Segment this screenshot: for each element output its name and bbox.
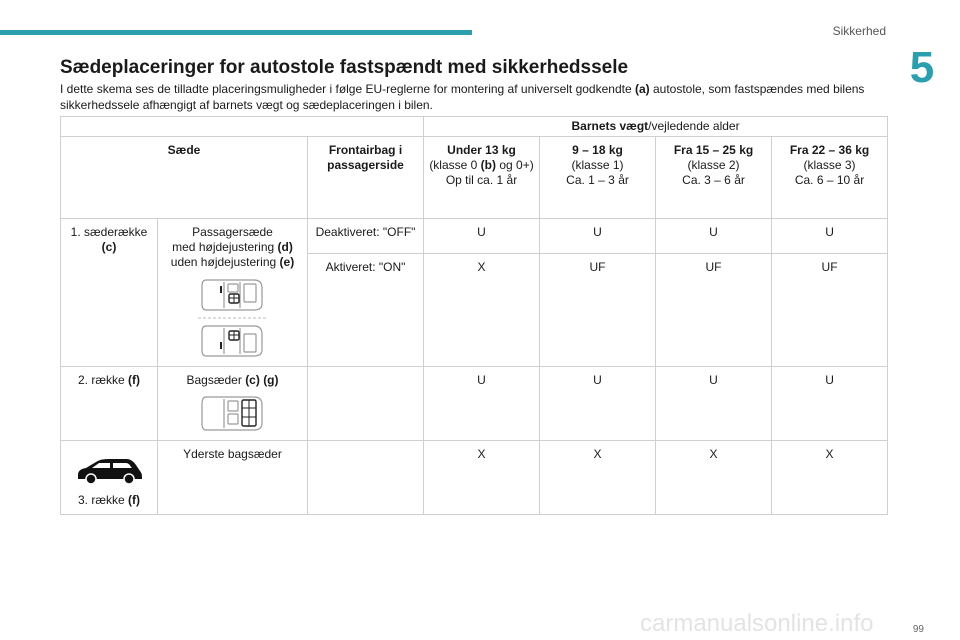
class-2-age: Ca. 3 – 6 år bbox=[682, 173, 745, 187]
row3-label: 3. række bbox=[77, 493, 128, 507]
row-label-second bbox=[61, 367, 158, 441]
row2-class-2: U bbox=[656, 367, 772, 441]
row3-class-1: X bbox=[540, 441, 656, 515]
col-header-class-2 bbox=[656, 137, 772, 219]
intro-text-1: I dette skema ses de tilladte placeringsmuligheder i følge EU-reglerne for montering af universelt godkendte bbox=[60, 82, 635, 96]
chapter-number: 5 bbox=[909, 43, 935, 92]
row2-seat-ref: (c) (g) bbox=[245, 373, 279, 387]
row2-label-ref: (f) bbox=[128, 373, 140, 387]
airbag-off-cell: Deaktiveret: "OFF" bbox=[308, 219, 424, 254]
row2-class-0: U bbox=[424, 367, 540, 441]
row3-airbag-empty bbox=[308, 441, 424, 515]
class-2-weight: Fra 15 – 25 kg bbox=[673, 143, 754, 157]
seat-cell-outer-rear: Yderste bagsæder bbox=[158, 441, 308, 515]
row3-class-2: X bbox=[656, 441, 772, 515]
section-name: Sikkerhed bbox=[832, 24, 886, 38]
row1-label-ref: (c) bbox=[101, 240, 117, 254]
seat-cell-passenger bbox=[158, 219, 308, 367]
row1-seat-line1: Passagersæde bbox=[192, 225, 273, 239]
row-label-front bbox=[61, 219, 158, 367]
class-0-ref: (b) bbox=[480, 158, 496, 172]
group-header-bold: Barnets vægt bbox=[571, 119, 649, 133]
front-passenger-seat-diagram-icon bbox=[198, 276, 268, 360]
row2-airbag-empty bbox=[308, 367, 424, 441]
row1-on-class-3: UF bbox=[772, 254, 888, 367]
col-header-seat: Sæde bbox=[61, 137, 308, 219]
airbag-on-cell: Aktiveret: "ON" bbox=[308, 254, 424, 367]
header-empty-cell bbox=[61, 117, 424, 137]
row3-label-ref: (f) bbox=[128, 493, 140, 507]
table-row-second bbox=[61, 367, 888, 441]
watermark: carmanualsonline.info bbox=[640, 610, 874, 637]
rear-seat-diagram-icon bbox=[198, 394, 268, 434]
seat-placement-table bbox=[60, 116, 888, 515]
row3-class-3: X bbox=[772, 441, 888, 515]
table-header-row bbox=[61, 137, 888, 219]
row1-seat-ref-e: (e) bbox=[279, 255, 295, 269]
row1-seat-line2: med højdejustering bbox=[172, 240, 278, 254]
seat-cell-rear bbox=[158, 367, 308, 441]
page-title: Sædeplaceringer for autostole fastspændt med sikkerhedssele bbox=[60, 57, 629, 78]
class-2-line1: (klasse 2) bbox=[687, 158, 740, 172]
row1-seat-ref-d: (d) bbox=[277, 240, 293, 254]
class-1-age: Ca. 1 – 3 år bbox=[566, 173, 629, 187]
col-header-class-0 bbox=[424, 137, 540, 219]
intro-text-2: autostole, som fastspændes med bilens sikkerhedssele afhængigt af barnets vægt og sædeplaceringen i bilen. bbox=[60, 82, 865, 112]
row2-seat-label: Bagsæder bbox=[186, 373, 246, 387]
group-header-rest: /vejledende alder bbox=[648, 119, 740, 133]
col-header-class-1 bbox=[540, 137, 656, 219]
row1-off-class-2: U bbox=[656, 219, 772, 254]
row2-label: 2. række bbox=[77, 373, 128, 387]
table-header-row-group bbox=[61, 117, 888, 137]
row1-on-class-1: UF bbox=[540, 254, 656, 367]
suv-car-icon bbox=[74, 455, 144, 487]
intro-paragraph bbox=[60, 82, 890, 113]
class-3-line1: (klasse 3) bbox=[803, 158, 856, 172]
row1-on-class-2: UF bbox=[656, 254, 772, 367]
row1-label: 1. sæderække bbox=[70, 225, 148, 239]
class-0-line1: (klasse 0 bbox=[429, 158, 481, 172]
col-header-airbag: Frontairbag i passagerside bbox=[308, 137, 424, 219]
table-row-front-off bbox=[61, 219, 888, 254]
row1-on-class-0: X bbox=[424, 254, 540, 367]
row1-off-class-1: U bbox=[540, 219, 656, 254]
col-header-class-3 bbox=[772, 137, 888, 219]
class-0-line1-end: og 0+) bbox=[496, 158, 534, 172]
class-0-weight: Under 13 kg bbox=[447, 143, 516, 157]
row-label-third bbox=[61, 441, 158, 515]
class-3-weight: Fra 22 – 36 kg bbox=[789, 143, 870, 157]
row3-class-0: X bbox=[424, 441, 540, 515]
row1-off-class-0: U bbox=[424, 219, 540, 254]
class-3-age: Ca. 6 – 10 år bbox=[794, 173, 865, 187]
row1-off-class-3: U bbox=[772, 219, 888, 254]
class-0-age: Op til ca. 1 år bbox=[445, 173, 518, 187]
page-number: 99 bbox=[912, 624, 924, 635]
row1-seat-line3: uden højdejustering bbox=[170, 255, 280, 269]
row2-class-3: U bbox=[772, 367, 888, 441]
intro-ref-a: (a) bbox=[634, 82, 650, 96]
group-header-weight bbox=[424, 117, 888, 137]
row2-class-1: U bbox=[540, 367, 656, 441]
class-1-line1: (klasse 1) bbox=[571, 158, 624, 172]
table-row-third bbox=[61, 441, 888, 515]
class-1-weight: 9 – 18 kg bbox=[572, 143, 623, 157]
header-accent-bar bbox=[0, 30, 472, 35]
